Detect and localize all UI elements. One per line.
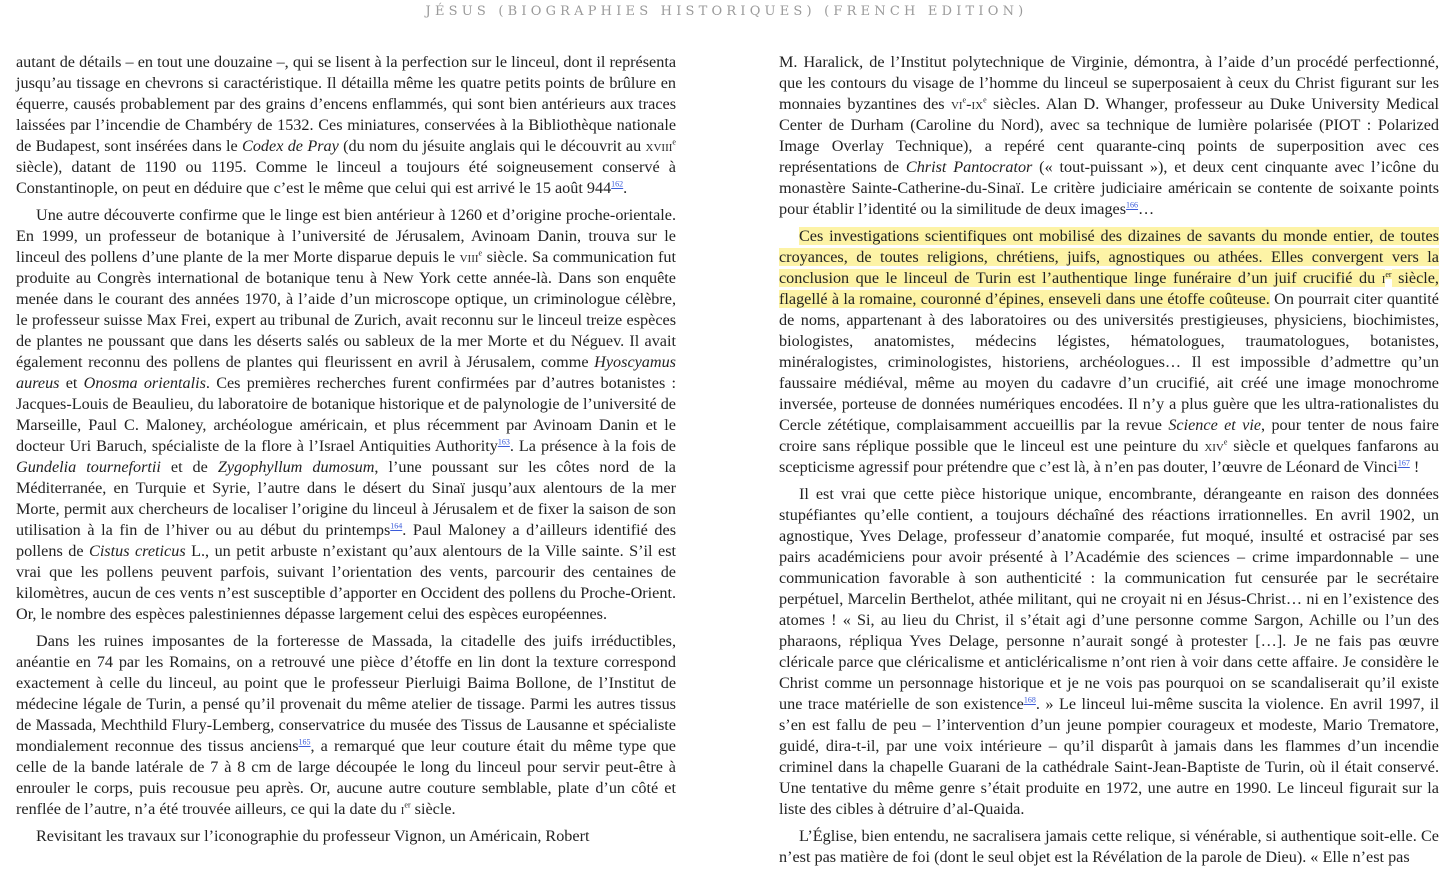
italic-text: Onosma orientalis [83,374,206,392]
text-run: Il est vrai que cette pièce historique unique, encombrante, dérangeante en raison des données stupéfiantes qu’elle contient, a toujours déchaîné des réactions irrationnelles. En avril 1902, un agnostique, Yves Delage, professeur d’anatomie comparée, fut moqué, insulté et ostracisé par ses pairs académiciens pour avoir présenté à l’Académie des sciences – crime impardonnable – une communication favorable à son authenticité : la communication fut censurée par le secrétaire perpétuel, Marcelin Berthelot, athée militant, qui ne croyait ni en Jésus-Christ… ni en l’existence des atomes ! « Si, au lieu du Christ, il s’était agi d’une personne comme Sargon, Achille ou l’un des pharaons, répliqua Yves Delage, personne n’aurait songé à protester […]. Je ne fais pas œuvre cléricale parce que cléricalisme et anticléricalisme n’ont rien à voir dans cette affaire. Je considère le Christ comme un personnage historique et je ne vois pas pourquoi on se scandaliserait qu’il existe une trace matérielle de son existence [779,485,1439,713]
highlighted-text[interactable]: Ces investigations scientifiques ont mobilisé des dizaines de savants du monde entier, de toutes croyances, de toutes religions, chrétiens, juifs, agnostiques ou athées. Elles convergent vers la conclusion que le linceul de Turin est l’authentique linge funéraire d’un juif crucifié du [779,227,1439,287]
left-page [16,52,676,853]
text-run: . La présence à la fois de [509,437,676,455]
text-run: L., un petit arbuste n’existant qu’aux alentours de la Ville sainte. S’il est vrai que les pollens peuvent parfois, suivant l’orientation des vents, parcourir des centaines de kilomètres, aucun de ces vents n’est susceptible d’apporter en Occident des pollens du Proche-Orient. Or, le nombre des espèces palestiniennes dépasse largement celui des espèces européennes. [16,542,676,623]
text-run: siècles. Alan D. Whanger, professeur au Duke University Medical Center de Durham (Caroline du Nord), avec sa technique de lumière polarisée (PIOT : Polarized Image Overlay Technique), a repéré cent quarante-cinq points de superposition avec ces représentations de [779,95,1439,176]
text-run: , a remarqué que leur couture était du même type que celle de la bande latérale de 7 à 8 cm de large découpée le long du linceul pour servir peut-être à enrouler le corps, puis recousue peu après. Or, aucune autre couture semblable, plate d’un côté et renflée de l’autre, n’a été trouvée ailleurs, ce qui la date du [16,737,676,818]
paragraph [16,205,676,625]
paragraph [16,52,676,199]
paragraph [779,52,1439,220]
century-numeral: xviii [645,137,673,155]
footnote-link[interactable]: 162 [611,179,624,189]
text-run: (« tout-puissant »), et deux cent cinquante avec l’icône du monastère Sainte-Catherine-du-Sinaï. Le critère judiciaire américain se contente de soixante points pour établir l’identité ou la similitude de deux images [779,158,1440,218]
text-run: … [1138,200,1155,218]
text-run: L’Église, bien entendu, ne sacralisera jamais cette relique, si vénérable, si authentique soit-elle. Ce n’est pas matière de foi (dont le seul objet est la Révélation de la parole de Dieu). « Elle n’est pas [779,827,1439,866]
highlighted-text: er [1385,269,1392,279]
century-numeral: i [400,800,405,818]
text-run: et de [160,458,218,476]
text-run: (du nom du jésuite anglais qui le découvrit au [338,137,646,155]
italic-text: Zygophyllum dumosum [217,458,375,476]
text-run: . » Le linceul lui-même suscita la violence. En avril 1997, il s’en est fallu de peu – l’intervention d’un jeune pompier courageux et modeste, Mario Trematore, guidé, dira-t-il, par une voix intérieure – qu’il disparût à jamais dans les flammes d’un incendie criminel dans la chapelle Guarani de la cathédrale Saint-Jean-Baptiste de Turin, où il était conservé. Une tentative du même genre s’était produite en 1972, une autre en 1990. Le linceul figurait sur la liste des cibles à détruire d’al-Quaida. [779,695,1439,818]
ordinal-superscript: er [404,800,411,810]
century-numeral: ix [971,95,984,113]
text-run: Une autre découverte confirme que le linge est bien antérieur à 1260 et d’origine proche-orientale. En 1999, un professeur de botanique à l’université de Jérusalem, Avinoam Danin, trouva sur le linceul des pollens d’une plante de la mer Morte disparue depuis le [16,206,676,266]
highlighted-text: i [1381,269,1386,287]
footnote-link[interactable]: 168 [1023,695,1036,705]
text-run: Dans les ruines imposantes de la forteresse de Massada, la citadelle des juifs irréductibles, anéantie en 74 par les Romains, on a retrouvé une pièce d’étoffe en lin dont la texture correspond exactement à celle du linceul, au point que le professeur Pierluigi Baima Bollone, de l’Institut de médecine légale de Turin, a pensé qu’il provenait du même atelier de tissage. Parmi les autres tissus de Massada, Mechthild Flury-Lemberg, conservatrice du musée des Tissus de Lausanne et spécialiste mondialement reconnue des tissus anciens [16,632,676,755]
text-run: et [59,374,84,392]
paragraph [779,826,1439,868]
italic-text: Gundelia tournefortii [16,458,161,476]
footnote-link[interactable]: 163 [497,437,510,447]
text-run: , pour tenter de nous faire croire sans réplique possible que le linceul est une peinture du [779,416,1439,455]
footnote-link[interactable]: 164 [390,521,403,531]
paragraph [16,826,676,847]
text-run: siècle. [410,800,456,818]
right-page [779,52,1439,874]
italic-text: Science et vie [1168,416,1262,434]
ordinal-superscript: e [672,137,676,147]
text-run: - [966,95,972,113]
text-run: ! [1409,458,1420,476]
footnote-link[interactable]: 165 [298,737,311,747]
text-run: On pourrait citer quantité de noms, appartenant à des laboratoires ou des universités prestigieuses, physiciens, biochimistes, biologistes, anatomistes, médecins légistes, hématologues, traumatologues, botanistes, minéralogistes, criminologistes, historiens, archéologues… Il est impossible d’admettre qu’un faussaire médiéval, même au moyen du cadavre d’un crucifié, ait créé une image monochrome inversée, porteuse de données numériques encodées. Il n’y a plus guère que les ultra-rationalistes du Cercle zététique, complaisamment accueillis par la revue [779,290,1439,434]
footnote-link[interactable]: 166 [1126,200,1139,210]
paragraph [779,484,1439,820]
italic-text: Hyoscyamus aureus [16,353,676,392]
ordinal-superscript: e [478,248,483,258]
text-run: Revisitant les travaux sur l’iconographie du professeur Vignon, un Américain, Robert [36,827,590,845]
century-numeral: viii [459,248,479,266]
text-run: . Ces premières recherches furent confirmées par d’autres botanistes : Jacques-Louis de Beaulieu, du laboratoire de botanique historique et de palynologie de l’université de Marseille, Paul C. Maloney, archéologue américain, et plus récemment par Avinoam Danin et le docteur Uri Baruch, spécialiste de la flore à l’Israel Antiquities Authority [16,374,676,455]
paragraph [779,226,1439,478]
book-title-header: JÉSUS (BIOGRAPHIES HISTORIQUES) (FRENCH EDITION) [425,4,1028,19]
ordinal-superscript: e [962,95,967,105]
text-run: . [623,179,628,197]
text-run: siècle. Sa communication fut produite au Congrès international de botanique tenu à New York cette année-là. Dans son enquête menée dans le courant des années 1970, à l’aide d’un microscope optique, un criminologue célèbre, le professeur suisse Max Frei, expert au tribunal de Zurich, avait reconnu sur le linceul treize espèces de plantes ne poussant que dans les déserts salés ou sableux de la mer Morte et du Néguev. Il avait également reconnu des pollens de plantes qui fleurissent en avril à Jérusalem, comme [16,248,676,371]
text-run: . Paul Maloney a d’ailleurs identifié des pollens de [16,521,676,560]
century-numeral: xiv [1204,437,1224,455]
text-run: M. Haralick, de l’Institut polytechnique de Virginie, démontra, à l’aide d’un procédé perfectionné, que les contours du visage de l’homme du linceul se superposaient à ceux du Christ figurant sur les monnaies byzantines des [779,53,1439,113]
italic-text: Cistus creticus [89,542,186,560]
text-run: autant de détails – en tout une douzaine –, qui se lisent à la perfection sur le linceul, dont il représenta jusqu’au tissage en chevrons si caractéristique. Il détailla même les quatre petits points de brûlure en équerre, causés probablement par des grains d’encens enflammés, qui sont bien antérieurs aux traces laissées par l’incendie de Chambéry de 1532. Ces miniatures, conservées à la Bibliothèque nationale de Budapest, sont insérées dans le [16,53,676,155]
ordinal-superscript: e [983,95,987,105]
ordinal-superscript: e [1223,437,1228,447]
italic-text: Codex de Pray [242,137,339,155]
italic-text: Christ Pantocrator [905,158,1033,176]
text-run: siècle et quelques fanfarons au scepticisme agressif pour prétendre que c’est là, à n’en pas douter, l’œuvre de Léonard de Vinci [779,437,1439,476]
paragraph [16,631,676,820]
highlighted-text[interactable]: siècle, flagellé à la romaine, couronné d’épines, enseveli dans une étoffe coûteuse. [779,269,1439,308]
century-numeral: vi [950,95,963,113]
text-run: , l’une poussant sur les côtes nord de la Méditerranée, en Turquie et Syrie, l’autre dans le désert du Sinaï jusqu’aux alentours de la mer Morte, permit aux chercheurs de localiser l’origine du linceul à Jérusalem et de fixer la saison de son utilisation à la fin de l’hiver ou au début du printemps [16,458,676,539]
footnote-link[interactable]: 167 [1397,458,1410,468]
text-run: siècle), datant de 1190 ou 1195. Comme le linceul a toujours été soigneusement conservé à Constantinople, on peut en déduire que c’est le même que celui qui est arrivé le 15 août 944 [16,158,676,197]
